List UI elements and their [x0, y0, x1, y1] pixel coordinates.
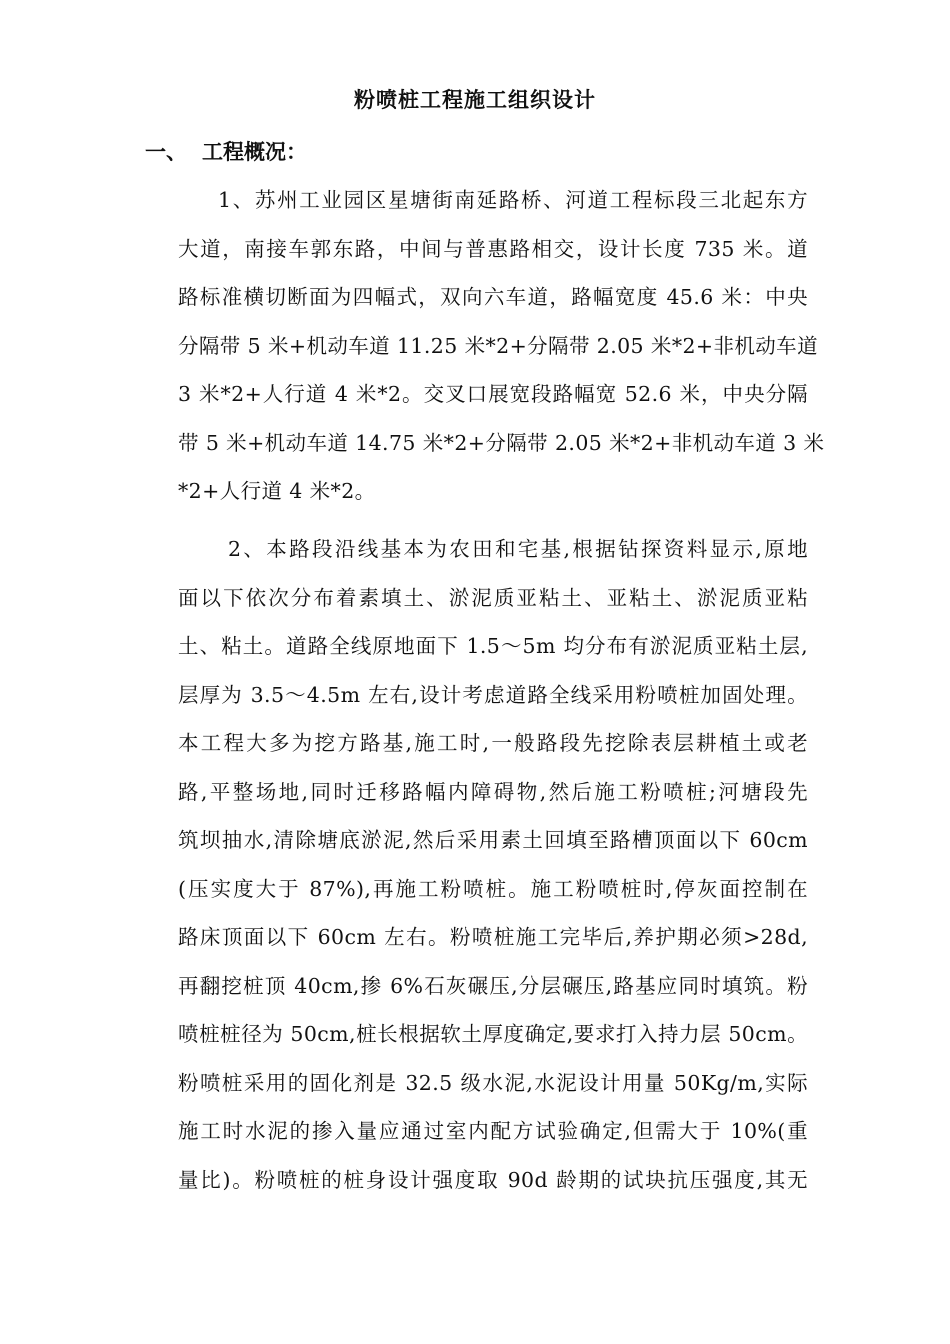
section-heading-text: 工程概况： [202, 140, 307, 164]
paragraph-line: 分隔带 5 米+机动车道 11.25 米*2+分隔带 2.05 米*2+非机动车道 [178, 333, 818, 358]
paragraph-line: 面以下依次分布着素填土、淤泥质亚粘土、亚粘土、淤泥质亚粘 [178, 585, 808, 610]
section-heading [145, 136, 307, 168]
paragraph-line: 1、苏州工业园区星塘街南延路桥、河道工程标段三北起东方 [218, 188, 808, 212]
paragraph-line: (压实度大于 87%),再施工粉喷桩。施工粉喷桩时,停灰面控制在 [178, 876, 808, 901]
paragraph-1 [178, 176, 825, 516]
paragraph-line: 量比)。粉喷桩的桩身设计强度取 90d 龄期的试块抗压强度,其无 [178, 1167, 808, 1192]
paragraph-2 [178, 525, 808, 1204]
paragraph-line: 喷桩桩径为 50cm,桩长根据软土厚度确定,要求打入持力层 50cm。 [178, 1022, 808, 1046]
document-title: 粉喷桩工程施工组织设计 [354, 88, 596, 112]
paragraph-line: 筑坝抽水,清除塘底淤泥,然后采用素土回填至路槽顶面以下 60cm [178, 828, 808, 852]
paragraph-line: 土、粘土。道路全线原地面下 1.5～5m 均分布有淤泥质亚粘土层, [178, 634, 808, 658]
paragraph-line: 再翻挖桩顶 40cm,掺 6%石灰碾压,分层碾压,路基应同时填筑。粉 [178, 973, 808, 998]
paragraph-line: 路,平整场地,同时迁移路幅内障碍物,然后施工粉喷桩;河塘段先 [178, 779, 808, 804]
paragraph-line: 路床顶面以下 60cm 左右。粉喷桩施工完毕后,养护期必须>28d, [178, 925, 808, 949]
paragraph-line: 路标准横切断面为四幅式，双向六车道，路幅宽度 45.6 米：中央 [178, 285, 808, 309]
paragraph-line: 粉喷桩采用的固化剂是 32.5 级水泥,水泥设计用量 50Kg/m,实际 [178, 1070, 808, 1095]
paragraph-line: 施工时水泥的掺入量应通过室内配方试验确定,但需大于 10%(重 [178, 1119, 808, 1143]
paragraph-line: 2、本路段沿线基本为农田和宅基,根据钻探资料显示,原地 [228, 537, 808, 561]
paragraph-line: 层厚为 3.5～4.5m 左右,设计考虑道路全线采用粉喷桩加固处理。 [178, 682, 808, 707]
paragraph-line: 本工程大多为挖方路基,施工时,一般路段先挖除表层耕植土或老 [178, 731, 808, 755]
paragraph-line: 带 5 米+机动车道 14.75 米*2+分隔带 2.05 米*2+非机动车道 3 米 [178, 430, 825, 455]
section-number: 一、 [145, 140, 187, 164]
paragraph-line: 大道，南接车郭东路，中间与普惠路相交，设计长度 735 米。道 [178, 236, 808, 261]
paragraph-line: *2+人行道 4 米*2。 [178, 479, 376, 503]
paragraph-line: 3 米*2+人行道 4 米*2。交叉口展宽段路幅宽 52.6 米，中央分隔 [178, 382, 808, 406]
